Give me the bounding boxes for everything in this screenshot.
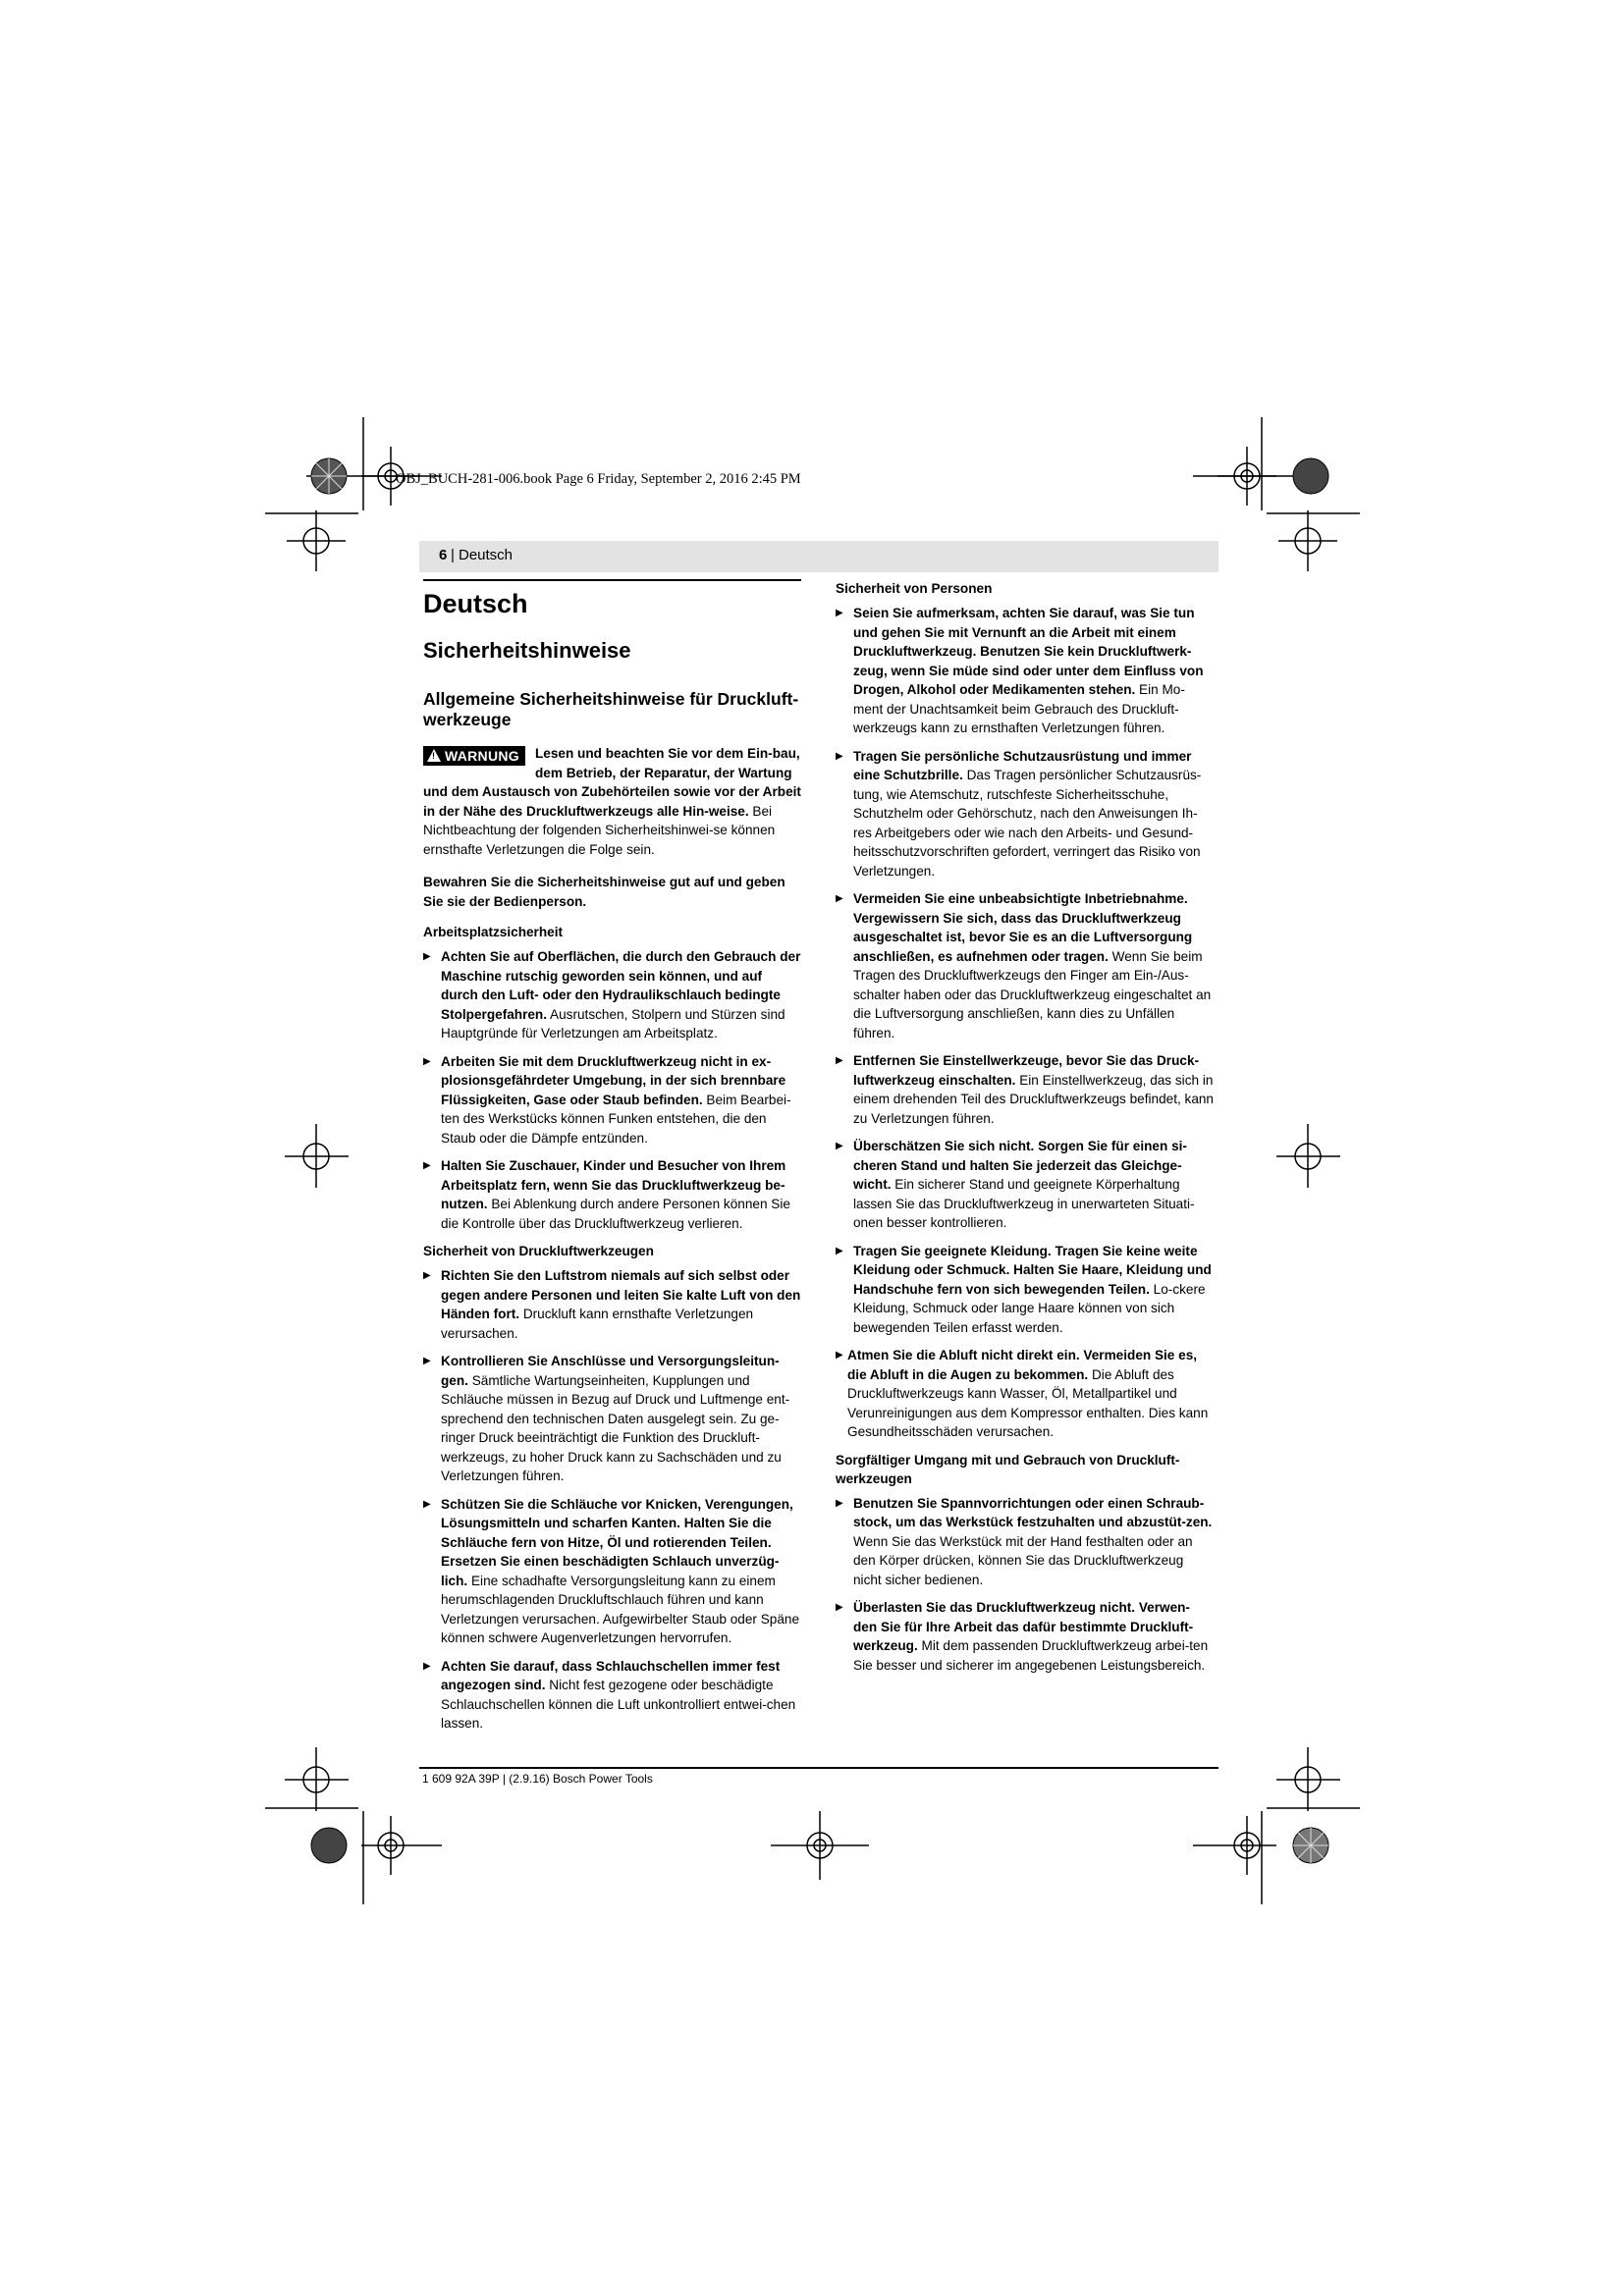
left-sections <box>423 923 801 1734</box>
right-sections <box>836 579 1214 1675</box>
item-text: Ein Einstellwerkzeug, das sich in einem drehenden Teil des Druckluftwerkzeugs befindet, kann zu Verletzungen führen. <box>853 1072 1214 1126</box>
list-item <box>836 1494 1214 1590</box>
item-bold-text: Überschätzen Sie sich nicht. Sorgen Sie für einen si-cheren Stand und halten Sie jederzeit das Gleichge-wicht. <box>853 1139 1187 1192</box>
print-header: OBJ_BUCH-281-006.book Page 6 Friday, September 2, 2016 2:45 PM <box>396 471 801 487</box>
bullet-arrow-icon: ▶ <box>423 1660 431 1672</box>
list-item <box>836 1346 1214 1442</box>
item-bold-text: Kontrollieren Sie Anschlüsse und Versorgungsleitun-gen. <box>441 1354 780 1388</box>
item-bold-text: Atmen Sie die Abluft nicht direkt ein. Vermeiden Sie es, die Abluft in die Augen zu bekommen. <box>847 1348 1198 1382</box>
bullet-arrow-icon: ▶ <box>836 1497 843 1509</box>
item-text: Druckluft kann ernsthafte Verletzungen verursachen. <box>441 1307 754 1341</box>
list-item <box>836 1242 1214 1338</box>
item-bold-text: Arbeiten Sie mit dem Druckluftwerkzeug nicht in ex-plosionsgefährdeter Umgebung, in der sich brennbare Flüssigkeiten, Gase oder Staub befinden. <box>441 1053 786 1107</box>
bullet-arrow-icon: ▶ <box>836 608 843 618</box>
item-bold-text: Halten Sie Zuschauer, Kinder und Besucher von Ihrem Arbeitsplatz fern, wenn Sie das Druckluftwerkzeug be-nutzen. <box>441 1158 786 1211</box>
keep-notice: Bewahren Sie die Sicherheitshinweise gut auf und geben Sie sie der Bedienperson. <box>423 875 785 909</box>
list-item <box>423 1657 801 1734</box>
list-item <box>423 1156 801 1233</box>
item-text: Bei Ablenkung durch andere Personen können Sie die Kontrolle über das Druckluftwerkzeug verlieren. <box>441 1197 790 1231</box>
bullet-arrow-icon: ▶ <box>423 1356 431 1366</box>
section-title: Sicherheitshinweise <box>423 638 631 663</box>
item-text: Beim Bearbei-ten des Werkstücks können Funken entstehen, die den Staub oder die Dämpfe entzünden. <box>441 1092 791 1146</box>
section-heading: Sicherheit von Druckluftwerkzeugen <box>423 1244 654 1258</box>
warning-badge <box>423 746 525 766</box>
list-item <box>423 947 801 1043</box>
item-text: Ein sicherer Stand und geeignete Körperhaltung lassen Sie das Druckluftwerkzeug in unerwarteten Situati-onen besser kontrollieren. <box>853 1177 1195 1230</box>
item-bold-text: Achten Sie auf Oberflächen, die durch den Gebrauch der Maschine rutschig geworden sein können, und auf durch den Luft- oder den Hydraulikschlauch bedingte Stolpergefahren. <box>441 949 801 1022</box>
item-bold-text: Achten Sie darauf, dass Schlauchschellen immer fest angezogen sind. <box>441 1658 781 1692</box>
item-text: Nicht fest gezogene oder beschädigte Schlauchschellen können die Luft unkontrolliert entwei-chen lassen. <box>441 1678 796 1731</box>
section-heading: Arbeitsplatzsicherheit <box>423 925 564 939</box>
bullet-arrow-icon: ▶ <box>423 951 431 962</box>
page-number: 6 <box>439 547 448 563</box>
footer: 1 609 92A 39P | (2.9.16) Bosch Power Tools <box>422 1772 653 1786</box>
list-item <box>423 1052 801 1148</box>
footer-rule <box>419 1767 1218 1769</box>
list-item <box>836 604 1214 738</box>
list-item <box>836 1137 1214 1233</box>
item-text: Sämtliche Wartungseinheiten, Kupplungen und Schläuche müssen in Bezug auf Druck und Luftmenge ent-sprechend den technischen Daten ausgelegt sein. Zu ge-ringer Druck beeinträchtigt die Funktion des Druckluft-werkzeugs, zu hoher Druck kann zu Sachschäden und zu Verletzungen führen. <box>441 1372 790 1483</box>
header-language: Deutsch <box>459 547 514 563</box>
left-column <box>423 579 801 1742</box>
item-text: Wenn Sie das Werkstück mit der Hand festhalten oder an den Körper drücken, können Sie das Druckluftwerkzeug nicht sicher bedienen. <box>853 1533 1193 1587</box>
list-item <box>836 889 1214 1042</box>
section-heading: Sicherheit von Personen <box>836 581 993 596</box>
list-item <box>836 747 1214 881</box>
bullet-arrow-icon: ▶ <box>836 1055 843 1066</box>
list-item <box>836 1051 1214 1128</box>
item-bold-text: Tragen Sie persönliche Schutzausrüstung und immer eine Schutzbrille. <box>853 748 1192 782</box>
item-bold-text: Überlasten Sie das Druckluftwerkzeug nicht. Verwen-den Sie für Ihre Arbeit das dafür bestimmte Druckluft-werkzeug. <box>853 1600 1194 1653</box>
item-bold-text: Seien Sie aufmerksam, achten Sie darauf, was Sie tun und gehen Sie mit Vernunft an die Arbeit mit einem Druckluftwerkzeug. Benutzen Sie kein Druckluftwerk-zeug, wenn Sie müde sind oder unter dem Einfluss von Drogen, Alkohol oder Medikamenten stehen. <box>853 606 1204 697</box>
item-bold-text: Entfernen Sie Einstellwerkzeuge, bevor Sie das Druck-luftwerkzeug einschalten. <box>853 1053 1200 1088</box>
item-text: Die Abluft des Druckluftwerkzeugs kann Wasser, Öl, Metallpartikel und Verunreinigungen aus dem Kompressor enthalten. Dies kann Gesundheitsschäden verursachen. <box>847 1366 1209 1439</box>
item-bold-text: Richten Sie den Luftstrom niemals auf sich selbst oder gegen andere Personen und leiten Sie kalte Luft von den Händen fort. <box>441 1268 801 1321</box>
warning-bold-text: Lesen und beachten Sie vor dem Ein-bau, dem Betrieb, der Reparatur, der Wartung und dem Austausch von Zubehörteilen sowie vor der Arbeit in der Nähe des Druckluftwerkzeugs alle Hin-weise. <box>423 746 801 819</box>
bullet-arrow-icon: ▶ <box>836 1602 843 1613</box>
item-bold-text: Vermeiden Sie eine unbeabsichtigte Inbetriebnahme. Vergewissern Sie sich, dass das Druckluftwerkzeug ausgeschaltet ist, bevor Sie es an die Luftversorgung anschließen, es aufnehmen oder tragen. <box>853 891 1193 964</box>
bullet-arrow-icon: ▶ <box>836 893 843 904</box>
item-text: Eine schadhafte Versorgungsleitung kann zu einem herumschlagenden Druckluftschlauch führen und kann Verletzungen verursachen. Aufgewirbelter Staub oder Späne können schwere Augenverletzungen hervorrufen. <box>441 1573 800 1645</box>
item-bold-text: Schützen Sie die Schläuche vor Knicken, Verengungen, Lösungsmitteln und scharfen Kanten. Halten Sie die Schläuche fern von Hitze, Öl und rotierenden Teilen. Ersetzen Sie einen beschädigten Schlauch unverzüg-lich. <box>441 1496 793 1588</box>
warning-block <box>423 744 801 859</box>
header-separator: | <box>451 547 455 563</box>
item-text: Das Tragen persönlicher Schutzausrüs-tung, wie Atemschutz, rutschfeste Sicherheitsschuhe, Schutzhelm oder Gehörschutz, nach den Anweisungen Ih-res Arbeitgebers oder wie nach den Arbeits- und Gesund-heitsschutzvorschriften gefordert, verringert das Risiko von Verletzungen. <box>853 768 1202 879</box>
warning-triangle-icon: ! <box>427 749 441 762</box>
bullet-arrow-icon: ▶ <box>423 1270 431 1281</box>
bullet-arrow-icon: ▶ <box>423 1160 431 1171</box>
right-column <box>836 579 1214 1683</box>
warning-badge-label: WARNUNG <box>445 748 519 764</box>
bullet-arrow-icon: ▶ <box>836 1141 843 1151</box>
page-title: Deutsch <box>423 589 528 618</box>
item-bold-text: Tragen Sie geeignete Kleidung. Tragen Sie keine weite Kleidung oder Schmuck. Halten Sie Haare, Kleidung und Handschuhe fern von sich bewegenden Teilen. <box>853 1243 1212 1297</box>
bullet-arrow-icon: ▶ <box>423 1055 431 1067</box>
item-text: Lo-ckere Kleidung, Schmuck oder lange Haare können von sich bewegenden Teilen erfasst werden. <box>853 1281 1206 1335</box>
bullet-arrow-icon: ▶ <box>836 1245 843 1256</box>
subsection-title: Allgemeine Sicherheitshinweise für Druckluft-werkzeuge <box>423 689 799 729</box>
page-header <box>419 541 1218 572</box>
bullet-arrow-icon: ▶ <box>423 1498 431 1510</box>
item-text: Ausrutschen, Stolpern und Stürzen sind Hauptgründe für Verletzungen am Arbeitsplatz. <box>441 1006 785 1041</box>
item-bold-text: Benutzen Sie Spannvorrichtungen oder einen Schraub-stock, um das Werkstück festzuhalten und abzustüt-zen. <box>853 1495 1213 1529</box>
section-heading: Sorgfältiger Umgang mit und Gebrauch von Druckluft-werkzeugen <box>836 1452 1180 1486</box>
item-text: Mit dem passenden Druckluftwerkzeug arbei-ten Sie besser und sicherer im angegebenen Leistungsbereich. <box>853 1638 1209 1673</box>
list-item <box>423 1495 801 1648</box>
bullet-arrow-icon: ▶ <box>836 750 843 762</box>
item-text: Ein Mo-ment der Unachtsamkeit beim Gebrauch des Druckluft-werkzeugs kann zu ernsthaften Verletzungen führen. <box>853 682 1185 735</box>
list-item <box>423 1352 801 1486</box>
item-text: Wenn Sie beim Tragen des Druckluftwerkzeugs den Finger am Ein-/Aus-schalter haben oder das Druckluftwerkzeug eingeschaltet an die Luftversorgung anschließen, kann dies zu Unfällen führen. <box>853 948 1212 1041</box>
bullet-arrow-icon: ▶ <box>836 1350 843 1361</box>
warning-text: Bei Nichtbeachtung der folgenden Sicherheitshinwei-se können ernsthafte Verletzungen die Folge sein. <box>423 803 776 857</box>
list-item <box>836 1598 1214 1675</box>
list-item <box>423 1266 801 1343</box>
